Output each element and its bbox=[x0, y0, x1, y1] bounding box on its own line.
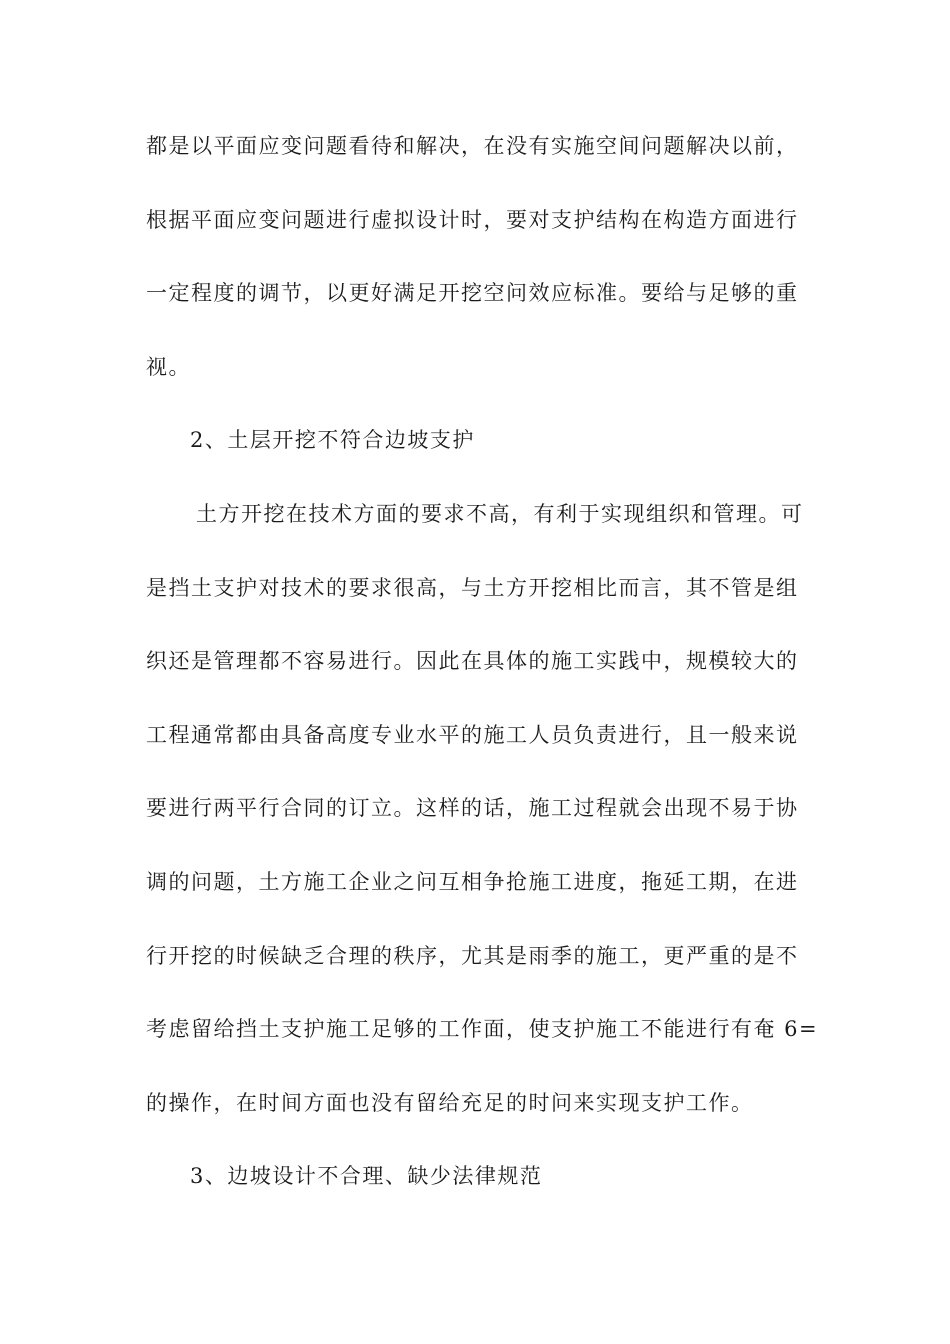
text-line: 织还是管理都不容易进行。因此在具体的施工实践中，规模较大的 bbox=[146, 649, 799, 674]
text-line: 都是以平面应变问题看待和解决，在没有实施空间问题解决以前， bbox=[146, 134, 799, 158]
text-line: 是挡土支护对技术的要求很高，与土方开挖相比而言，其不管是组 bbox=[146, 575, 799, 600]
text-line: 行开挖的时候缺乏合理的秩序，尤其是雨季的施工，更严重的是不 bbox=[146, 943, 799, 968]
text-line: 调的问题，土方施工企业之问互相争抢施工进度，拖延工期，在进 bbox=[146, 869, 799, 894]
text-line: 工程通常都由具备高度专业水平的施工人员负责进行，且一般来说 bbox=[146, 722, 799, 747]
text-line: 根据平面应变问题进行虚拟设计时，要对支护结构在构造方面进行 bbox=[146, 207, 799, 232]
text-line: 考虑留给挡土支护施工足够的工作面，使支护施工不能进行有奄 6= bbox=[146, 1017, 819, 1042]
text-line: 视。 bbox=[146, 354, 191, 379]
section-heading: 3、边坡设计不合理、缺少法律规范 bbox=[190, 1164, 543, 1189]
text-line: 的操作，在时间方面也没有留给充足的时问来实现支护工作。 bbox=[146, 1090, 754, 1115]
paragraph-first-line: 土方开挖在技术方面的要求不高，有利于实现组织和管理。可 bbox=[196, 501, 804, 526]
text-line: 要进行两平行合同的订立。这样的话，施工过程就会出现不易于协 bbox=[146, 796, 799, 821]
text-line: 一定程度的调节，以更好满足开挖空问效应标准。要给与足够的重 bbox=[146, 281, 799, 306]
document-body bbox=[146, 126, 819, 1230]
section-heading: 2、土层开挖不符合边坡支护 bbox=[190, 428, 475, 453]
